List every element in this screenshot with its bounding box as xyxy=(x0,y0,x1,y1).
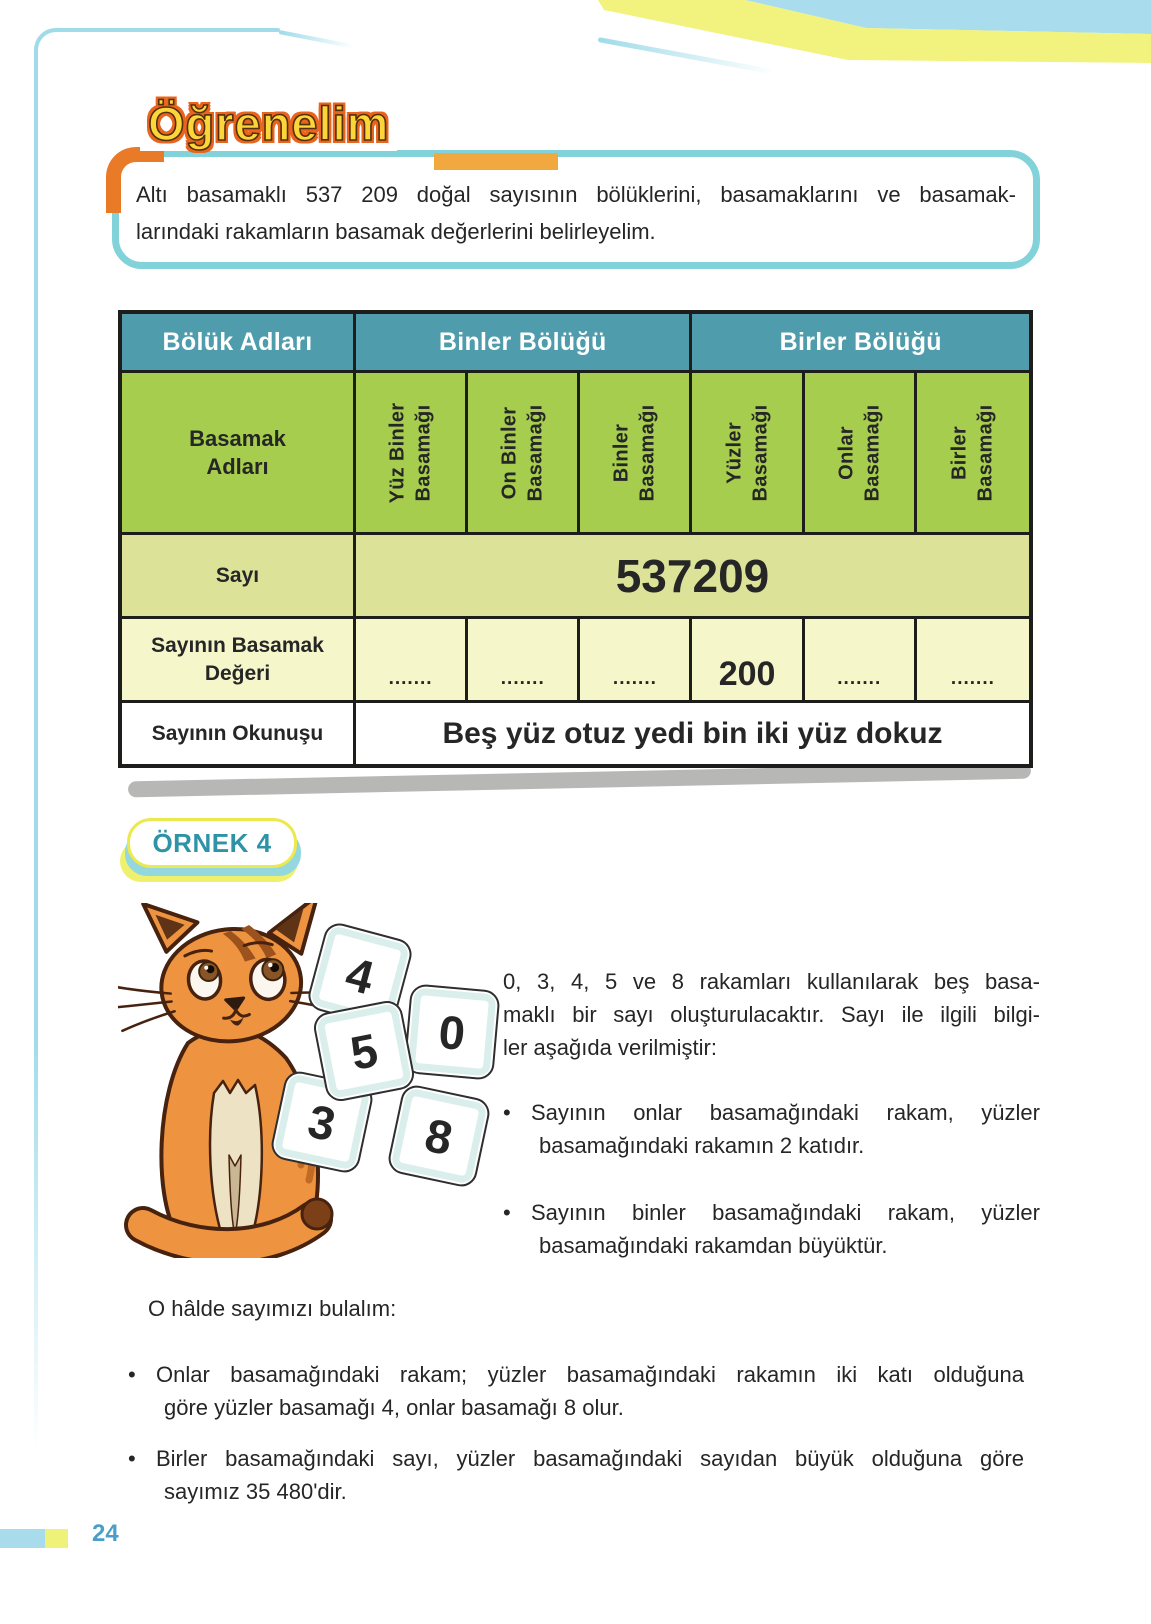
header-cell-birler-bolugu: Birler Bölüğü xyxy=(692,314,1029,373)
place-col-birler: Birler Basamağı xyxy=(917,373,1029,535)
ornek-4-badge: ÖRNEK 4 xyxy=(127,818,297,868)
number-reading: Beş yüz otuz yedi bin iki yüz dokuz xyxy=(442,716,943,750)
top-swoosh-taper-2 xyxy=(598,37,776,75)
intro-line: Altı basamaklı 537 209 doğal sayısının bölüklerini, basamaklarını ve basamak- xyxy=(136,182,1016,207)
place-value-cell-200: 200 xyxy=(692,619,804,703)
row-label-basamak-adlari: Basamak Adları xyxy=(122,373,356,535)
number-digits-row xyxy=(356,535,1029,619)
place-value-cell: ....... xyxy=(917,619,1029,703)
solution-bullet-1: • Onlar basamağındaki rakam; yüzler basamağındaki rakamın iki katı olduğuna göre yüzler basamağı 4, onlar basamağı 8 olur. xyxy=(128,1362,1024,1420)
digit-cell: 5 xyxy=(615,549,642,602)
footer-yellow-square xyxy=(45,1529,68,1548)
top-swoosh-line xyxy=(58,28,280,32)
example-bullet-1: • Sayının onlar basamağındaki rakam, yüzler basamağındaki rakamın 2 katıdır. xyxy=(503,1100,1040,1158)
row-label-sayi: Sayı xyxy=(122,535,356,619)
place-col-onlar: Onlar Basamağı xyxy=(805,373,917,535)
place-col-binler: Binler Basamağı xyxy=(580,373,692,535)
number-card: 4 xyxy=(305,920,415,1030)
place-col-yuzler: Yüzler Basamağı xyxy=(692,373,804,535)
header-cell-binler-bolugu: Binler Bölüğü xyxy=(356,314,692,373)
example-paragraph: 0, 3, 4, 5 ve 8 rakamları kullanılarak beş basa- maklı bir sayı oluşturulacaktır. Sayı ile ilgili bilgi- ler aşağıda verilmiştir: xyxy=(503,969,1040,1060)
digit-cell: 3 xyxy=(641,549,667,602)
place-value-table xyxy=(118,310,1033,768)
place-value-cell: ....... xyxy=(580,619,692,703)
learn-intro-text xyxy=(136,176,1016,250)
place-value-cell: ....... xyxy=(805,619,917,703)
intro-line: larındaki rakamların basamak değerlerini belirleyelim. xyxy=(136,219,656,244)
orange-corner-bracket xyxy=(106,147,164,213)
row-label-basamak-degeri: Sayının Basamak Değeri xyxy=(122,619,356,703)
footer-cyan-bar xyxy=(0,1529,45,1548)
solution-bullet-2: • Birler basamağındaki sayı, yüzler basamağındaki sayıdan büyük olduğuna göre sayımız 35 480'dir. xyxy=(128,1446,1024,1504)
place-value-cell: ....... xyxy=(356,619,468,703)
orange-divider-bar xyxy=(434,153,558,170)
solution-intro: O hâlde sayımızı bulalım: xyxy=(148,1296,397,1321)
digit-cell: 7 xyxy=(666,549,693,602)
number-card: 5 xyxy=(311,998,417,1104)
row-label-okunusu: Sayının Okunuşu xyxy=(122,703,356,764)
left-swoosh-line xyxy=(34,50,38,1450)
digit-cell: 2 xyxy=(692,549,719,602)
place-value-cell: ....... xyxy=(468,619,580,703)
header-cell-boluk-adlari: Bölük Adları xyxy=(122,314,356,373)
place-col-on-binler: On Binler Basamağı xyxy=(468,373,580,535)
number-card: 8 xyxy=(386,1083,493,1190)
digit-cell: 9 xyxy=(743,549,770,602)
page-number: 24 xyxy=(92,1520,119,1547)
ogrenelim-logo: Öğrenelim xyxy=(140,96,397,151)
number-card: 0 xyxy=(403,983,501,1081)
number-card: 3 xyxy=(269,1069,376,1176)
digit-cell: 0 xyxy=(718,549,744,602)
example-bullet-2: • Sayının binler basamağındaki rakam, yüzler basamağındaki rakamdan büyüktür. xyxy=(503,1200,1040,1258)
top-swoosh-taper xyxy=(279,30,354,48)
place-col-yuz-binler: Yüz Binler Basamağı xyxy=(356,373,468,535)
